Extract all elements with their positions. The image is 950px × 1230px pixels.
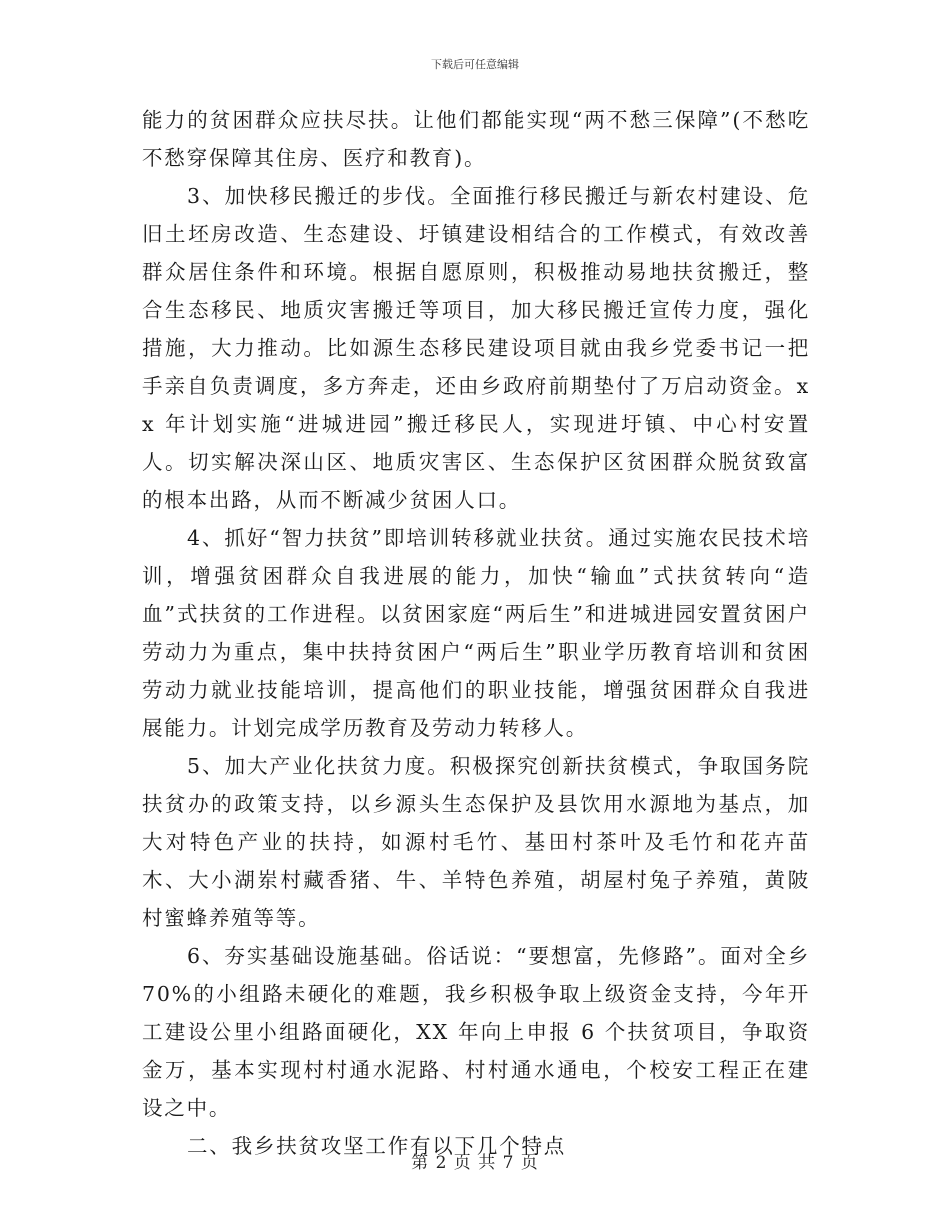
paragraph-6-infrastructure: 6、夯实基础设施基础。俗话说：“要想富，先修路”。面对全乡70%的小组路未硬化的难题，我乡积极争取上级资金支持，今年开工建设公里小组路面硬化，XX 年向上申报 6 个扶贫项目，争取资金万，基本实现村村通水泥路、村村通水通电，个校安工程正在建设之中。 xyxy=(142,944,810,1120)
section-heading-2: 二、我乡扶贫攻坚工作有以下几个特点 xyxy=(187,1134,567,1158)
page-number-label: 第 2 页 共 7 页 xyxy=(411,1153,539,1173)
paragraph-3-relocation: 3、加快移民搬迁的步伐。全面推行移民搬迁与新农村建设、危旧土坯房改造、生态建设、圩镇建设相结合的工作模式，有效改善群众居住条件和环境。根据自愿原则，积极推动易地扶贫搬迁，整合生态移民、地质灾害搬迁等项目，加大移民搬迁宣传力度，强化措施，大力推动。比如源生态移民建设项目就由我乡党委书记一把手亲自负责调度，多方奔走，还由乡政府前期垫付了万启动资金。xx 年计划实施“进城进园”搬迁移民人，实现进圩镇、中心村安置人。切实解决深山区、地质灾害区、生态保护区贫困群众脱贫致富的根本出路，从而不断减少贫困人口。 xyxy=(142,184,810,512)
document-body xyxy=(142,101,810,1165)
paragraph-5-industry: 5、加大产业化扶贫力度。积极探究创新扶贫模式，争取国务院扶贫办的政策支持，以乡源头生态保护及县饮用水源地为基点，加大对特色产业的扶持，如源村毛竹、基田村茶叶及毛竹和花卉苗木、大小湖岽村藏香猪、牛、羊特色养殖，胡屋村兔子养殖，黄陂村蜜蜂养殖等等。 xyxy=(142,754,810,930)
paragraph-4-training: 4、抓好“智力扶贫”即培训转移就业扶贫。通过实施农民技术培训，增强贫困群众自我进展的能力，加快“输血”式扶贫转向“造血”式扶贫的工作进程。以贫困家庭“两后生”和进城进园安置贫困户劳动力为重点，集中扶持贫困户“两后生”职业学历教育培训和贫困劳动力就业技能培训，提高他们的职业技能，增强贫困群众自我进展能力。计划完成学历教育及劳动力转移人。 xyxy=(142,526,810,740)
page-number xyxy=(0,1148,950,1173)
page-header-note: 下载后可任意编辑 xyxy=(431,58,519,71)
paragraph-continuation: 能力的贫困群众应扶尽扶。让他们都能实现“两不愁三保障”(不愁吃不愁穿保障其住房、医疗和教育)。 xyxy=(142,108,810,170)
